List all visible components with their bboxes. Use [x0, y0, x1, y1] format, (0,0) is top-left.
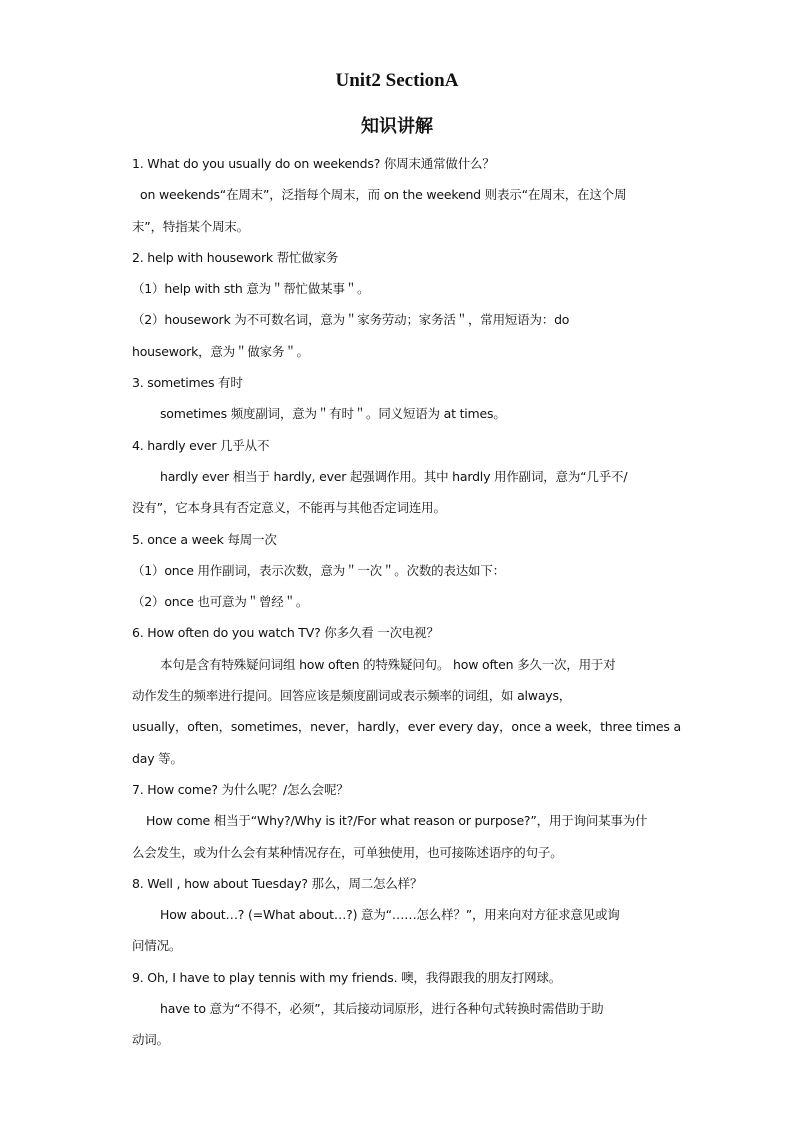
text-line: 5. once a week 每周一次 [132, 531, 277, 547]
text-line: usually，often，sometimes，never，hardly，ever every day，once a week，three times a [132, 719, 681, 735]
text-line: 3. sometimes 有时 [132, 375, 243, 391]
text-line: 7. How come? 为什么呢？/怎么会呢？ [132, 781, 349, 797]
text-line: on weekends“在周末”，泛指每个周末，而 on the weekend 则表示“在周末，在这个周 [140, 187, 627, 203]
text-line: 4. hardly ever 几乎从不 [132, 437, 270, 453]
text-line: 末”，特指某个周末。 [132, 218, 249, 234]
text-line: （1）help with sth 意为＂帮忙做某事＂。 [132, 281, 370, 297]
text-line: （1）once 用作副词，表示次数，意为＂一次＂。次数的表达如下： [132, 562, 505, 578]
text-line: 2. help with housework 帮忙做家务 [132, 249, 339, 265]
text-line: have to 意为“不得不，必须”，其后接动词原形，进行各种句式转换时需借助于助 [160, 1001, 604, 1017]
text-line: day 等。 [132, 750, 183, 766]
text-line: How about…? (=What about…?) 意为“……怎么样？”，用来向对方征求意见或询 [160, 907, 620, 923]
text-line: 本句是含有特殊疑问词组 how often 的特殊疑问句。 how often 多久一次，用于对 [160, 656, 616, 672]
text-line: housework，意为＂做家务＂。 [132, 343, 309, 359]
text-line: 9. Oh, I have to play tennis with my friends. 噢，我得跟我的朋友打网球。 [132, 969, 562, 985]
text-line: 动词。 [132, 1032, 169, 1048]
document-body [132, 148, 681, 1056]
text-line: 6. How often do you watch TV? 你多久看 一次电视？ [132, 625, 439, 641]
text-line: 动作发生的频率进行提问。回答应该是频度副词或表示频率的词组，如 always， [132, 688, 572, 704]
page-title: Unit2 SectionA [335, 70, 459, 91]
page-subtitle: 知识讲解 [361, 116, 433, 137]
text-line: 8. Well , how about Tuesday? 那么，周二怎么样？ [132, 875, 423, 891]
text-line: 么会发生，或为什么会有某种情况存在，可单独使用，也可接陈述语序的句子。 [132, 844, 563, 860]
text-line: How come 相当于“Why?/Why is it?/For what reason or purpose?”，用于询问某事为什 [146, 813, 648, 829]
text-line: 1. What do you usually do on weekends? 你周末通常做什么？ [132, 156, 495, 171]
text-line: （2）once 也可意为＂曾经＂。 [132, 594, 309, 610]
text-line: hardly ever 相当于 hardly, ever 起强调作用。其中 hardly 用作副词，意为“几乎不/ [160, 468, 628, 484]
text-line: sometimes 频度副词，意为＂有时＂。同义短语为 at times。 [160, 406, 506, 422]
text-line: 问情况。 [132, 938, 182, 954]
text-line: （2）housework 为不可数名词，意为＂家务劳动；家务活＂，常用短语为：do [132, 312, 570, 328]
text-line: 没有”，它本身具有否定意义，不能再与其他否定词连用。 [132, 500, 446, 516]
